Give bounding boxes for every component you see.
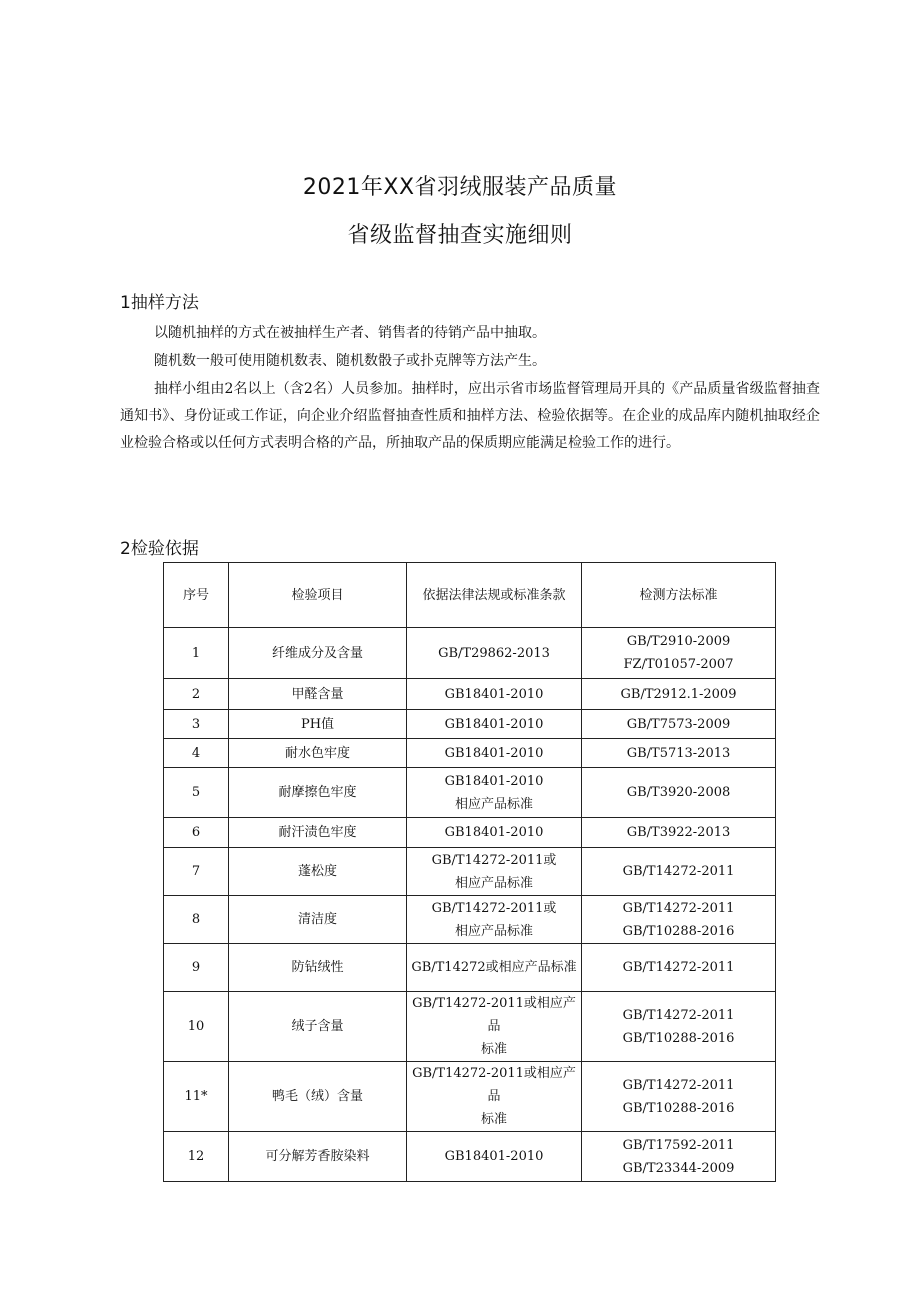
cell-basis: [407, 1132, 582, 1182]
cell-basis: [407, 1062, 582, 1132]
basis-line: 相应产品标准: [454, 875, 533, 891]
cell-item: 耐摩擦色牢度: [229, 768, 407, 818]
cell-method: [582, 1132, 776, 1182]
cell-no: 9: [164, 944, 229, 992]
cell-item: 耐汗渍色牢度: [229, 818, 407, 848]
basis-line: GB/T14272或相应产品标准: [411, 960, 577, 975]
section1-paragraph: 随机数一般可使用随机数表、随机数骰子或扑克牌等方法产生。: [154, 353, 546, 369]
cell-no: 10: [164, 992, 229, 1062]
inspection-basis-table: [163, 562, 776, 1182]
cell-basis: [407, 944, 582, 992]
basis-line: GB/T14272-2011或相应产品: [412, 1066, 576, 1104]
header-cell-method: 检测方法标准: [582, 563, 776, 628]
cell-basis: [407, 992, 582, 1062]
cell-no: 5: [164, 768, 229, 818]
method-line: GB/T7573-2009: [626, 716, 731, 732]
basis-line: GB18401-2010: [444, 716, 544, 732]
method-line: GB/T3922-2013: [626, 825, 731, 840]
method-line: GB/T5713-2013: [626, 745, 731, 761]
cell-item: 可分解芳香胺染料: [229, 1132, 407, 1182]
basis-line: GB/T14272-2011或: [431, 852, 557, 868]
header-cell-basis: 依据法律法规或标准条款: [407, 563, 582, 628]
basis-line: GB18401-2010: [444, 773, 544, 789]
section1-heading: 1抽样方法: [120, 293, 199, 313]
cell-basis: [407, 710, 582, 739]
method-line: GB/T23344-2009: [622, 1160, 735, 1176]
basis-line: GB18401-2010: [444, 686, 544, 702]
table-row: [164, 710, 776, 739]
basis-line: GB/T14272-2011或相应产品: [412, 996, 576, 1034]
method-line: GB/T14272-2011: [622, 960, 735, 975]
table-row: [164, 818, 776, 848]
cell-method: [582, 1062, 776, 1132]
cell-method: [582, 679, 776, 710]
header-cell-item: 检验项目: [229, 563, 407, 628]
cell-item: 清洁度: [229, 896, 407, 944]
cell-item: 纤维成分及含量: [229, 628, 407, 679]
cell-no: 4: [164, 739, 229, 768]
method-line: FZ/T01057-2007: [623, 657, 734, 672]
section1-paragraph: 抽样小组由2名以上（含2名）人员参加。抽样时，应出示省市场监督管理局开具的《产品质量省级监督抽查通知书》、身份证或工作证，向企业介绍监督抽查性质和抽样方法、检验依据等。在企业的成品库内随机抽取经企业检验合格或以任何方式表明合格的产品，所抽取产品的保质期应能满足检验工作的进行。: [120, 381, 820, 451]
basis-line: 相应产品标准: [454, 796, 533, 812]
basis-line: GB/T14272-2011或: [431, 900, 557, 916]
cell-no: 3: [164, 710, 229, 739]
basis-line: GB18401-2010: [444, 745, 544, 761]
doc-title-line1: 2021年XX省羽绒服装产品质量: [302, 175, 618, 200]
method-line: GB/T3920-2008: [626, 785, 731, 800]
table-row: [164, 739, 776, 768]
table-row: [164, 992, 776, 1062]
method-line: GB/T10288-2016: [622, 923, 735, 939]
table-row: [164, 848, 776, 896]
cell-method: [582, 739, 776, 768]
method-line: GB/T17592-2011: [622, 1137, 735, 1153]
table-row: [164, 944, 776, 992]
method-line: GB/T2912.1-2009: [620, 686, 737, 702]
cell-method: [582, 628, 776, 679]
basis-line: GB/T29862-2013: [438, 645, 550, 661]
cell-item: 防钻绒性: [229, 944, 407, 992]
cell-method: [582, 944, 776, 992]
cell-item: PH值: [229, 710, 407, 739]
table-row: [164, 1062, 776, 1132]
method-line: GB/T10288-2016: [622, 1030, 735, 1046]
cell-basis: [407, 896, 582, 944]
cell-item: 甲醛含量: [229, 679, 407, 710]
cell-method: [582, 896, 776, 944]
method-line: GB/T2910-2009: [626, 634, 731, 649]
cell-method: [582, 710, 776, 739]
cell-basis: [407, 848, 582, 896]
cell-no: 2: [164, 679, 229, 710]
cell-no: 12: [164, 1132, 229, 1182]
cell-item: 鸭毛（绒）含量: [229, 1062, 407, 1132]
table-row: [164, 768, 776, 818]
doc-title-line2: 省级监督抽查实施细则: [347, 223, 573, 248]
cell-no: 1: [164, 628, 229, 679]
basis-line: GB18401-2010: [444, 825, 544, 840]
table-row: [164, 1132, 776, 1182]
table-row: [164, 896, 776, 944]
cell-item: 蓬松度: [229, 848, 407, 896]
method-line: GB/T14272-2011: [622, 900, 735, 916]
method-line: GB/T14272-2011: [622, 1007, 735, 1023]
cell-method: [582, 992, 776, 1062]
cell-method: [582, 818, 776, 848]
basis-line: 标准: [480, 1042, 507, 1057]
table-row: [164, 679, 776, 710]
method-line: GB/T14272-2011: [622, 864, 735, 879]
section2-heading: 2检验依据: [120, 539, 199, 559]
cell-no: 7: [164, 848, 229, 896]
cell-no: 6: [164, 818, 229, 848]
cell-basis: [407, 768, 582, 818]
cell-no: 8: [164, 896, 229, 944]
header-cell-no: 序号: [164, 563, 229, 628]
basis-line: 相应产品标准: [454, 923, 533, 939]
basis-line: 标准: [480, 1112, 507, 1127]
table-header-row: [164, 563, 776, 628]
section1-paragraph: 以随机抽样的方式在被抽样生产者、销售者的待销产品中抽取。: [154, 325, 546, 341]
method-line: GB/T10288-2016: [622, 1100, 735, 1116]
method-line: GB/T14272-2011: [622, 1077, 735, 1093]
cell-basis: [407, 739, 582, 768]
cell-item: 耐水色牢度: [229, 739, 407, 768]
cell-item: 绒子含量: [229, 992, 407, 1062]
table-row: [164, 628, 776, 679]
cell-basis: [407, 628, 582, 679]
cell-basis: [407, 818, 582, 848]
cell-no: 11*: [164, 1062, 229, 1132]
cell-method: [582, 848, 776, 896]
cell-basis: [407, 679, 582, 710]
cell-method: [582, 768, 776, 818]
basis-line: GB18401-2010: [444, 1149, 544, 1164]
